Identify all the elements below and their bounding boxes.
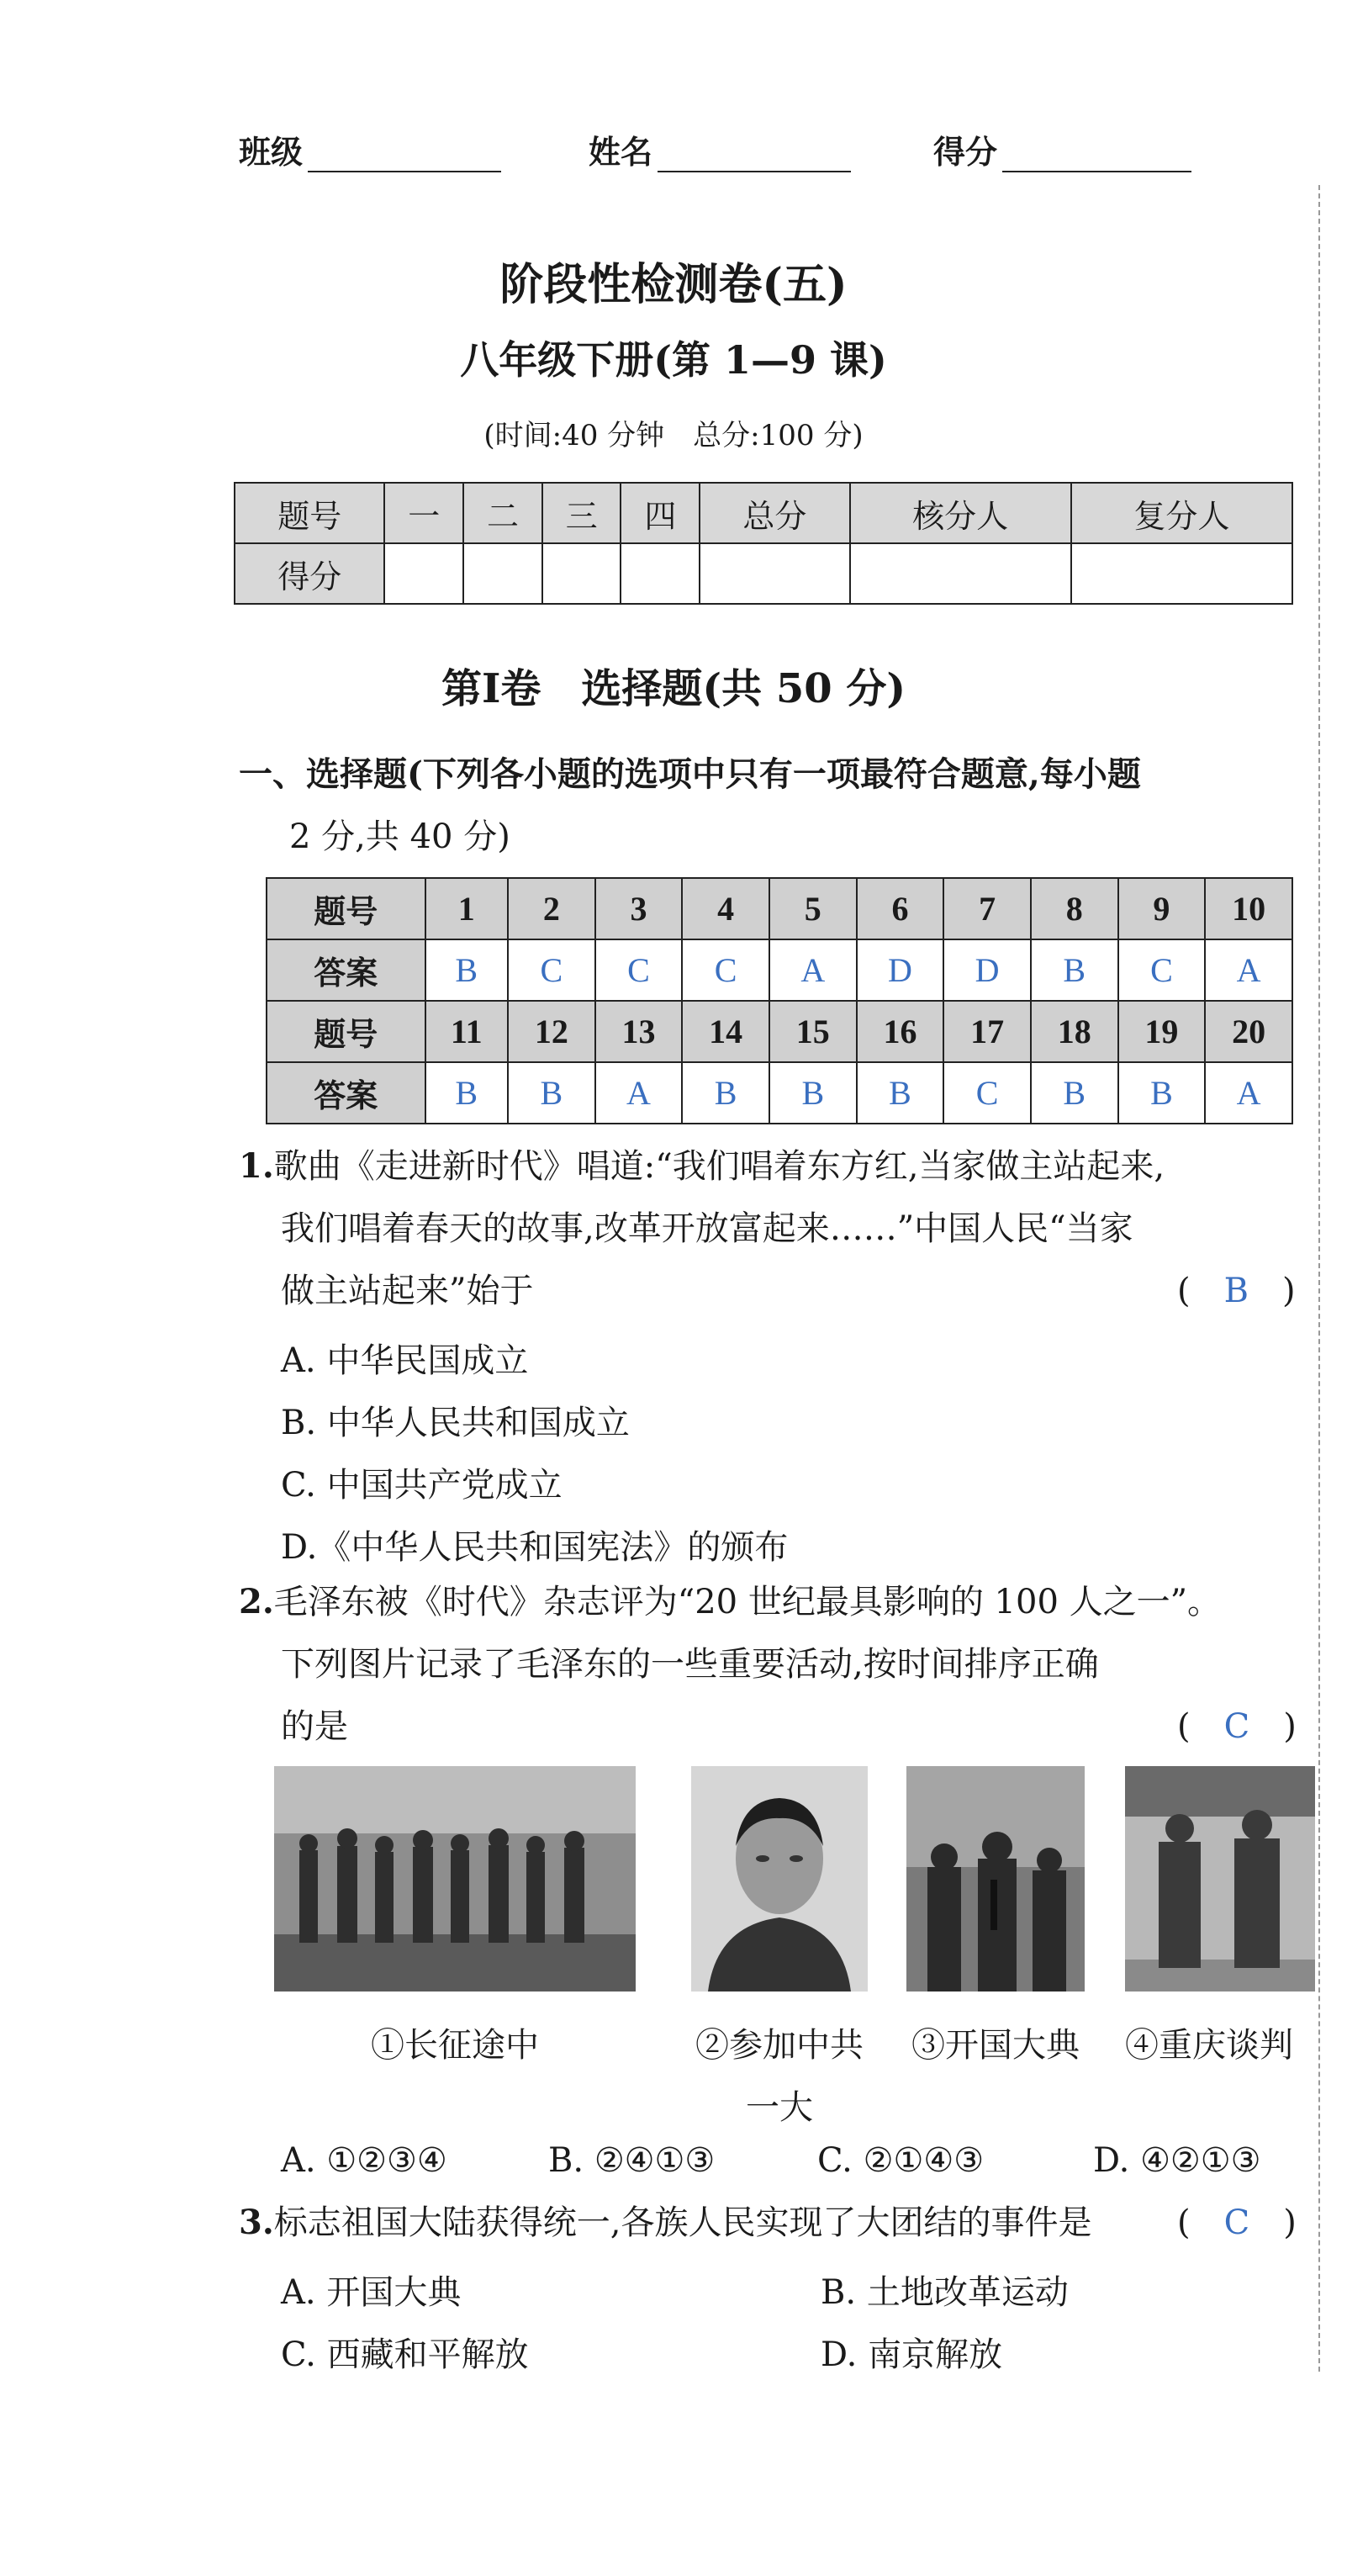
photo-caption-1: ①长征途中 <box>371 2026 539 2065</box>
answer-table-num-row <box>267 1001 1292 1062</box>
score-header-cell: 一 <box>384 483 463 543</box>
photo-caption-2 <box>666 2018 893 2066</box>
option-b[interactable]: B. 中华人民共和国成立 <box>281 1404 630 1442</box>
answer-cell[interactable]: B <box>1118 1062 1206 1124</box>
answer-cell[interactable]: A <box>595 1062 683 1124</box>
option-d[interactable]: D.《中华人民共和国宪法》的颁布 <box>281 1528 789 1567</box>
answer-cell[interactable]: B <box>769 1062 857 1124</box>
answer-cell[interactable]: B <box>425 1062 508 1124</box>
score-table <box>234 482 1293 605</box>
time-info: (时间:40 分钟 总分:100 分) <box>483 419 864 452</box>
question-text: 标志祖国大陆获得统一,各族人民实现了大团结的事件是 <box>273 2203 1092 2242</box>
option-c[interactable]: C. 中国共产党成立 <box>281 1466 563 1505</box>
score-header-cell: 复分人 <box>1071 483 1292 543</box>
question-number: 18 <box>1031 1001 1118 1062</box>
photo-caption-3: ③开国大典 <box>911 2026 1080 2065</box>
option-a[interactable]: A. 开国大典 <box>281 2273 462 2312</box>
section-title: 第Ⅰ卷 选择题(共 50 分) <box>441 665 906 712</box>
score-cell[interactable] <box>850 543 1071 604</box>
score-row-label: 得分 <box>235 543 384 604</box>
answer-bracket[interactable]: ( C ) <box>1177 1707 1297 1746</box>
question-1-line1 <box>239 1135 1165 1198</box>
answer-cell[interactable]: C <box>943 1062 1031 1124</box>
score-blank[interactable] <box>1002 142 1191 172</box>
question-number: 15 <box>769 1001 857 1062</box>
answer-table <box>266 877 1293 1124</box>
answer-cell[interactable]: C <box>508 939 595 1001</box>
question-number-label: 1. <box>239 1146 274 1186</box>
score-cell[interactable] <box>384 543 463 604</box>
question-number-label: 2. <box>239 1582 274 1621</box>
question-2-line2: 下列图片记录了毛泽东的一些重要活动,按时间排序正确 <box>281 1645 1099 1684</box>
answer-cell[interactable]: D <box>943 939 1031 1001</box>
question-number: 17 <box>943 1001 1031 1062</box>
question-number: 9 <box>1118 878 1206 939</box>
score-field[interactable] <box>933 126 1191 172</box>
photo-caption-2-cont: 一大 <box>746 2088 813 2127</box>
class-field[interactable] <box>239 126 501 172</box>
score-label: 得分 <box>933 134 998 171</box>
question-number: 3 <box>595 878 683 939</box>
photo-caption-2-line1: ②参加中共 <box>695 2026 864 2065</box>
mao-portrait-photo <box>691 1766 868 1992</box>
question-number: 16 <box>857 1001 944 1062</box>
founding-ceremony-photo <box>906 1766 1085 1992</box>
question-number: 8 <box>1031 878 1118 939</box>
ans-row-label: 答案 <box>267 939 425 1001</box>
score-header-cell: 总分 <box>700 483 849 543</box>
answer-cell[interactable]: A <box>1205 1062 1292 1124</box>
question-number: 12 <box>508 1001 595 1062</box>
question-number: 13 <box>595 1001 683 1062</box>
question-number: 10 <box>1205 878 1292 939</box>
question-1-line3: 做主站起来”始于 <box>281 1272 534 1310</box>
score-cell[interactable] <box>621 543 700 604</box>
score-cell[interactable] <box>542 543 621 604</box>
name-blank[interactable] <box>658 142 851 172</box>
option-d[interactable]: D. ④②①③ <box>1093 2141 1261 2180</box>
mc-instruction-cont: 2 分,共 40 分) <box>289 817 510 856</box>
answer-cell[interactable]: A <box>769 939 857 1001</box>
answer-cell[interactable]: B <box>857 1062 944 1124</box>
score-table-header-row <box>235 483 1292 543</box>
score-cell[interactable] <box>1071 543 1292 604</box>
class-label: 班级 <box>239 134 304 171</box>
photo-caption-4: ④重庆谈判 <box>1125 2026 1293 2065</box>
ans-row-label: 答案 <box>267 1062 425 1124</box>
question-number: 2 <box>508 878 595 939</box>
question-number: 7 <box>943 878 1031 939</box>
question-text: 毛泽东被《时代》杂志评为“20 世纪最具影响的 100 人之一”。 <box>273 1583 1222 1621</box>
answer-cell[interactable]: D <box>857 939 944 1001</box>
question-number-label: 3. <box>239 2203 274 2242</box>
answer-bracket[interactable]: ( C ) <box>1177 2203 1297 2242</box>
option-d[interactable]: D. 南京解放 <box>821 2335 1003 2374</box>
answer-cell[interactable]: C <box>682 939 769 1001</box>
mc-instruction <box>239 743 1141 806</box>
score-table-score-row <box>235 543 1292 604</box>
num-row-label: 题号 <box>267 878 425 939</box>
answer-cell[interactable]: B <box>682 1062 769 1124</box>
answer-cell[interactable]: B <box>1031 939 1118 1001</box>
question-number: 20 <box>1205 1001 1292 1062</box>
answer-cell[interactable]: B <box>1031 1062 1118 1124</box>
answer-cell[interactable]: B <box>425 939 508 1001</box>
answer-table-ans-row <box>267 1062 1292 1124</box>
question-number: 4 <box>682 878 769 939</box>
question-2-line3: 的是 <box>281 1707 348 1746</box>
question-text: 歌曲《走进新时代》唱道:“我们唱着东方红,当家做主站起来, <box>273 1147 1165 1186</box>
answer-mark: C <box>1223 1707 1250 1746</box>
answer-table-ans-row <box>267 939 1292 1001</box>
class-blank[interactable] <box>308 142 501 172</box>
name-label: 姓名 <box>589 134 653 171</box>
name-field[interactable] <box>589 126 851 172</box>
option-b[interactable]: B. ②④①③ <box>548 2141 716 2180</box>
score-header-cell: 题号 <box>235 483 384 543</box>
score-header-cell: 三 <box>542 483 621 543</box>
option-c[interactable]: C. ②①④③ <box>817 2141 985 2180</box>
option-a[interactable]: A. ①②③④ <box>281 2141 447 2180</box>
page-title: 阶段性检测卷(五) <box>499 259 848 310</box>
question-number: 6 <box>857 878 944 939</box>
score-cell[interactable] <box>463 543 542 604</box>
page-subtitle: 八年级下册(第 1—9 课) <box>460 337 887 383</box>
answer-table-num-row <box>267 878 1292 939</box>
answer-cell[interactable]: A <box>1205 939 1292 1001</box>
score-header-cell: 核分人 <box>850 483 1071 543</box>
question-number: 14 <box>682 1001 769 1062</box>
answer-mark: B <box>1223 1272 1249 1310</box>
long-march-photo <box>274 1766 636 1992</box>
answer-bracket[interactable]: ( B ) <box>1177 1272 1296 1310</box>
question-1-line2: 我们唱着春天的故事,改革开放富起来……”中国人民“当家 <box>281 1209 1133 1248</box>
question-2-line1 <box>239 1571 1221 1633</box>
mc-instruction-line1: 一、选择题(下列各小题的选项中只有一项最符合题意,每小题 <box>239 754 1141 794</box>
score-cell[interactable] <box>700 543 849 604</box>
answer-cell[interactable]: C <box>595 939 683 1001</box>
score-header-cell: 二 <box>463 483 542 543</box>
score-header-cell: 四 <box>621 483 700 543</box>
answer-mark: C <box>1223 2203 1250 2242</box>
option-b[interactable]: B. 土地改革运动 <box>821 2273 1069 2312</box>
answer-cell[interactable]: C <box>1118 939 1206 1001</box>
option-c[interactable]: C. 西藏和平解放 <box>281 2335 529 2374</box>
chongqing-negotiation-photo <box>1125 1766 1315 1992</box>
option-a[interactable]: A. 中华民国成立 <box>281 1341 529 1380</box>
question-number: 5 <box>769 878 857 939</box>
question-number: 19 <box>1118 1001 1206 1062</box>
question-number: 1 <box>425 878 508 939</box>
question-3-line1 <box>239 2192 1091 2254</box>
question-number: 11 <box>425 1001 508 1062</box>
answer-cell[interactable]: B <box>508 1062 595 1124</box>
num-row-label: 题号 <box>267 1001 425 1062</box>
